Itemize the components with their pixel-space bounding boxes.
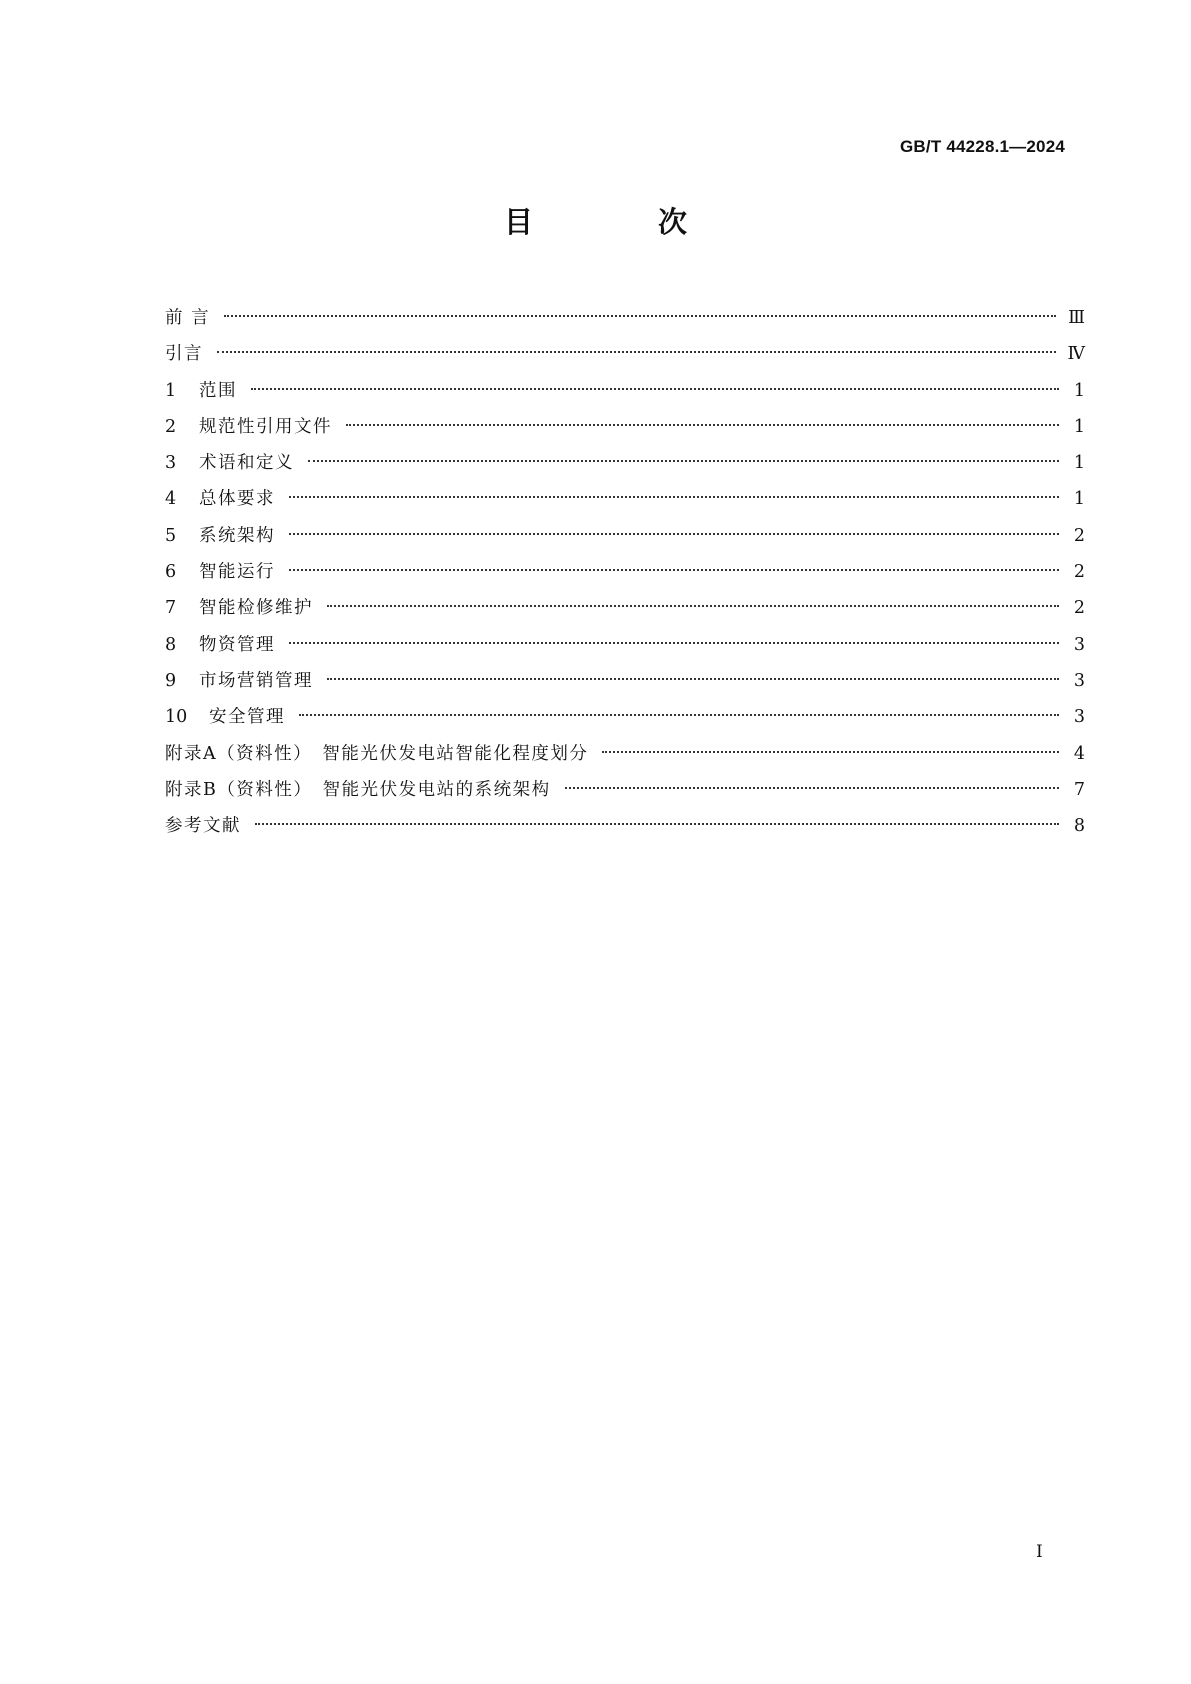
toc-section-number: 1 — [165, 380, 177, 401]
toc-entry-section-6[interactable] — [165, 554, 1085, 590]
toc-section-number: 5 — [165, 525, 177, 546]
toc-entry-label: 智能运行 — [199, 562, 275, 583]
toc-dot-leader — [327, 605, 1059, 607]
document-code: GB/T 44228.1—2024 — [900, 137, 1065, 156]
toc-page-number: 1 — [1073, 380, 1085, 401]
toc-dot-leader — [308, 460, 1059, 462]
toc-dot-leader — [289, 496, 1059, 498]
toc-entry-label: 安全管理 — [209, 707, 285, 728]
toc-entry-label: 范围 — [199, 380, 237, 401]
toc-entry-label: 系统架构 — [199, 525, 275, 546]
toc-entry-section-4[interactable] — [165, 481, 1085, 517]
toc-section-number: 9 — [165, 670, 177, 691]
toc-entry-label: 参考文献 — [165, 816, 241, 837]
toc-entry-introduction[interactable] — [165, 336, 1085, 372]
page-title: 目 次 — [503, 205, 735, 239]
toc-entry-label: 前 言 — [165, 308, 211, 328]
toc-page-number: Ⅳ — [1067, 344, 1085, 365]
toc-entry-section-8[interactable] — [165, 627, 1085, 663]
toc-entry-references[interactable] — [165, 808, 1085, 844]
toc-entry-section-2[interactable] — [165, 409, 1085, 445]
toc-entry-label: 附录A（资料性） 智能光伏发电站智能化程度划分 — [165, 743, 589, 764]
toc-page-number: 4 — [1073, 743, 1085, 764]
toc-dot-leader — [224, 315, 1056, 317]
toc-entry-appendix-b[interactable] — [165, 772, 1085, 808]
toc-entry-label: 附录B（资料性） 智能光伏发电站的系统架构 — [165, 779, 551, 800]
toc-section-number: 6 — [165, 562, 177, 583]
toc-entry-section-9[interactable] — [165, 663, 1085, 699]
toc-page-number: Ⅲ — [1068, 308, 1085, 328]
toc-dot-leader — [346, 424, 1059, 426]
toc-entry-section-3[interactable] — [165, 445, 1085, 481]
toc-dot-leader — [289, 642, 1059, 644]
toc-dot-leader — [251, 388, 1059, 390]
toc-dot-leader — [602, 751, 1059, 753]
toc-dot-leader — [299, 714, 1059, 716]
toc-page-number: 2 — [1073, 598, 1085, 619]
toc-page-number: 1 — [1073, 489, 1085, 510]
toc-dot-leader — [289, 533, 1059, 535]
toc-entry-label: 物资管理 — [199, 634, 275, 655]
toc-page-number: 2 — [1073, 525, 1085, 546]
page-number: Ⅰ — [1036, 1542, 1043, 1562]
toc-entry-section-7[interactable] — [165, 590, 1085, 626]
toc-entry-label: 引言 — [165, 344, 203, 365]
toc-entry-label: 市场营销管理 — [199, 670, 313, 691]
toc-section-number: 3 — [165, 453, 177, 474]
toc-entry-label: 规范性引用文件 — [199, 416, 332, 437]
toc-page-number: 1 — [1073, 453, 1085, 474]
toc-page-number: 1 — [1073, 416, 1085, 437]
table-of-contents — [165, 300, 1085, 844]
toc-entry-label: 总体要求 — [199, 489, 275, 510]
toc-entry-appendix-a[interactable] — [165, 736, 1085, 772]
toc-page-number: 3 — [1073, 634, 1085, 655]
toc-dot-leader — [255, 823, 1059, 825]
toc-page-number: 3 — [1073, 670, 1085, 691]
toc-entry-label: 术语和定义 — [199, 453, 294, 474]
toc-entry-section-1[interactable] — [165, 373, 1085, 409]
toc-entry-section-10[interactable] — [165, 699, 1085, 735]
toc-dot-leader — [289, 569, 1059, 571]
toc-page-number: 2 — [1073, 562, 1085, 583]
toc-page-number: 7 — [1073, 779, 1085, 800]
toc-entry-preface[interactable] — [165, 300, 1085, 336]
toc-section-number: 2 — [165, 416, 177, 437]
toc-section-number: 4 — [165, 489, 177, 510]
toc-dot-leader — [327, 678, 1059, 680]
toc-dot-leader — [217, 351, 1056, 353]
toc-dot-leader — [565, 787, 1059, 789]
toc-section-number: 10 — [165, 707, 188, 728]
toc-entry-section-5[interactable] — [165, 518, 1085, 554]
toc-section-number: 7 — [165, 598, 177, 619]
toc-page-number: 8 — [1073, 816, 1085, 837]
toc-entry-label: 智能检修维护 — [199, 598, 313, 619]
toc-section-number: 8 — [165, 634, 177, 655]
toc-page-number: 3 — [1073, 707, 1085, 728]
